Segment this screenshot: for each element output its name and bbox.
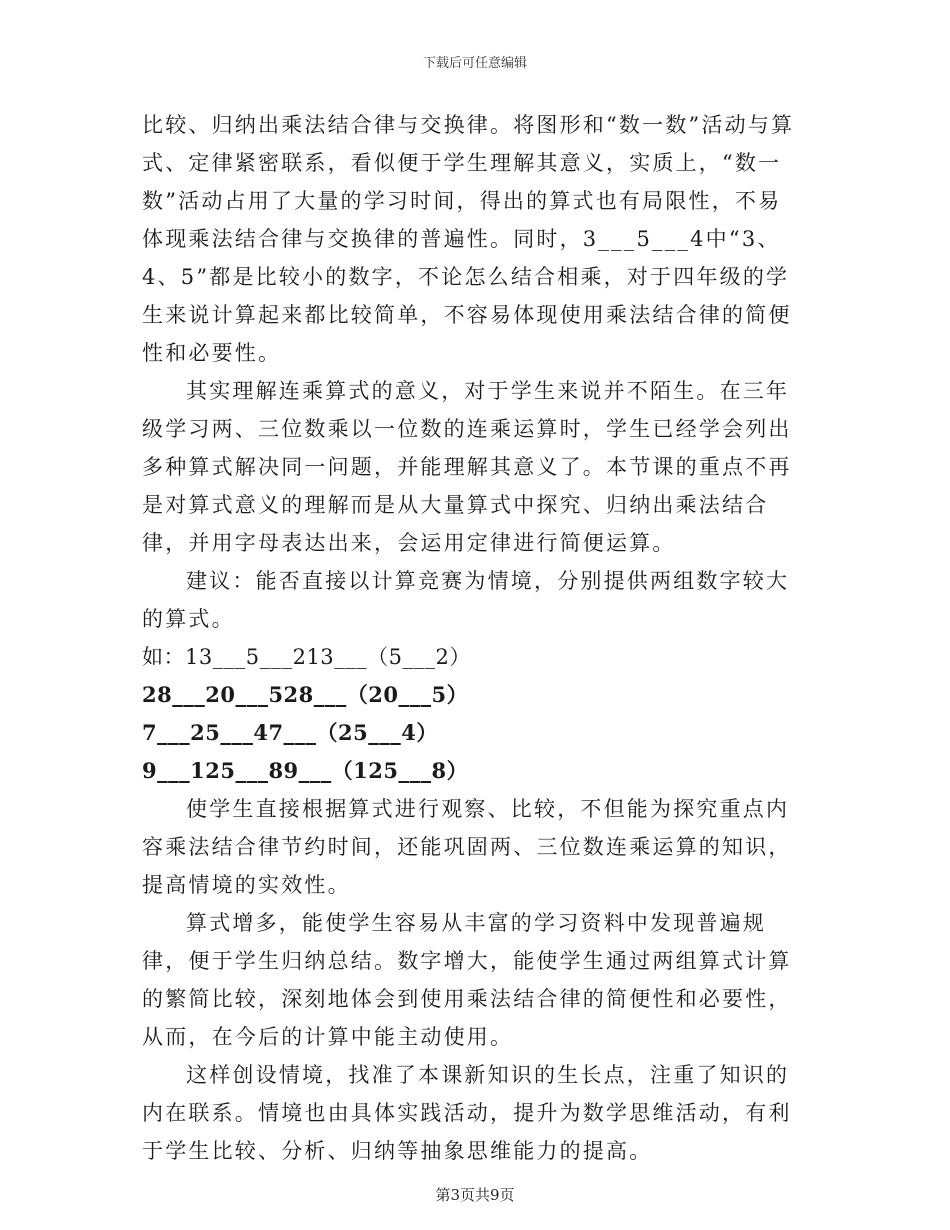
formula-4: 9___125___89___（125___8）: [142, 758, 469, 783]
paragraph-suggestion: 建议：能否直接以计算竞赛为情境，分别提供两组数字较大的算式。: [142, 569, 790, 631]
paragraph-1: 比较、归纳出乘法结合律与交换律。将图形和“数一数”活动与算式、定律紧密联系，看似便于学生理解其意义，实质上，“数一数”活动占用了大量的学习时间，得出的算式也有局限性，不易体现乘法结合律与交换律的普遍性。同时，3___5___4中“3、4、5”都是比较小的数字，不论怎么结合相乘，对于四年级的学生来说计算起来都比较简单，不容易体现使用乘法结合律的简便性和必要性。: [142, 113, 795, 365]
document-body: [142, 106, 802, 1170]
formula-2: 28___20___528___（20___5）: [142, 682, 469, 707]
formula-1: 如：13___5___213___（5___2）: [142, 645, 471, 669]
page-header: 下载后可任意编辑: [422, 56, 527, 71]
formula-3: 7___25___47___（25___4）: [142, 720, 438, 745]
paragraph-5: 这样创设情境，找准了本课新知识的生长点，注重了知识的内在联系。情境也由具体实践活动，提升为数学思维活动，有利于学生比较、分析、归纳等抽象思维能力的提高。: [142, 1063, 792, 1163]
paragraph-3: 使学生直接根据算式进行观察、比较，不但能为探究重点内容乘法结合律节约时间，还能巩固两、三位数连乘运算的知识，提高情境的实效性。: [142, 797, 792, 897]
paragraph-2: 其实理解连乘算式的意义，对于学生来说并不陌生。在三年级学习两、三位数乘以一位数的连乘运算时，学生已经学会列出多种算式解决同一问题，并能理解其意义了。本节课的重点不再是对算式意义的理解而是从大量算式中探究、归纳出乘法结合律，并用字母表达出来，会运用定律进行简便运算。: [142, 379, 792, 555]
paragraph-4: 算式增多，能使学生容易从丰富的学习资料中发现普遍规律，便于学生归纳总结。数字增大，能使学生通过两组算式计算的繁简比较，深刻地体会到使用乘法结合律的简便性和必要性，从而，在今后的计算中能主动使用。: [142, 911, 792, 1049]
page-footer: 第3页共9页: [435, 1186, 515, 1204]
